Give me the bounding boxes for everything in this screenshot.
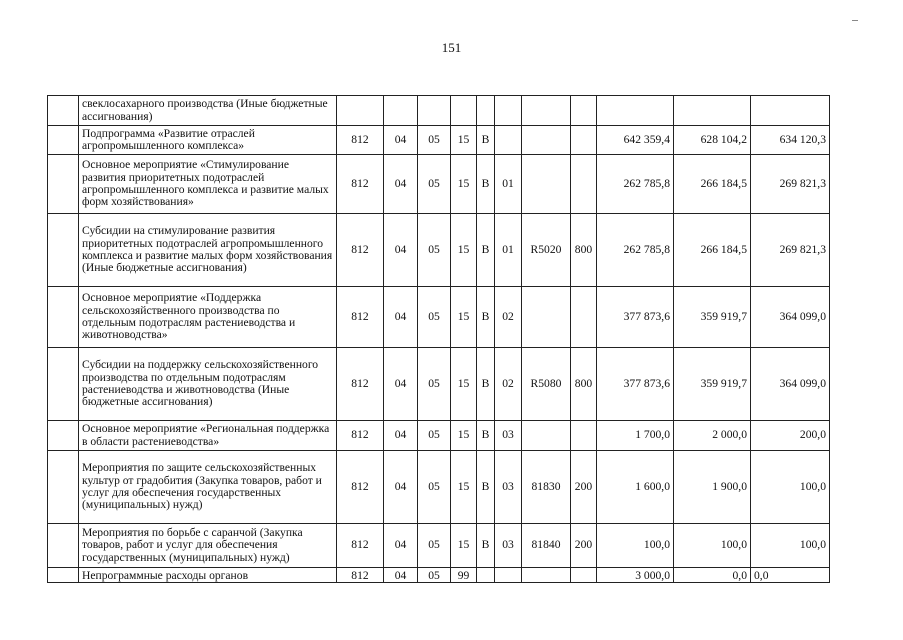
direction-code-cell — [522, 568, 571, 583]
direction-code-cell — [522, 126, 571, 155]
amount-2021-cell: 100,0 — [751, 524, 830, 568]
amount-2019-cell: 642 359,4 — [597, 126, 674, 155]
subsection-code-cell: 05 — [418, 348, 451, 421]
amount-2021-cell: 100,0 — [751, 451, 830, 524]
section-code-cell: 04 — [384, 524, 418, 568]
scan-mark — [852, 20, 858, 21]
event-code-cell: 02 — [495, 287, 522, 348]
amount-2019-cell: 3 000,0 — [597, 568, 674, 583]
expense-type-cell: 200 — [571, 451, 597, 524]
table-row — [48, 421, 830, 451]
program-code-cell: 15 — [451, 348, 477, 421]
section-code-cell: 04 — [384, 421, 418, 451]
section-code-cell: 04 — [384, 287, 418, 348]
expense-name-cell: Основное мероприятие «Стимулирование развития приоритетных подотраслей агропромышленного комплекса и развитие малых форм хозяйствования» — [79, 155, 337, 214]
expense-type-cell: 800 — [571, 214, 597, 287]
ministry-code-cell: 812 — [337, 287, 384, 348]
row-number-cell — [48, 524, 79, 568]
amount-2019-cell — [597, 96, 674, 126]
amount-2019-cell: 377 873,6 — [597, 287, 674, 348]
amount-2020-cell: 359 919,7 — [674, 287, 751, 348]
expense-type-cell — [571, 155, 597, 214]
direction-code-cell: R5080 — [522, 348, 571, 421]
budget-table — [47, 95, 830, 583]
direction-code-cell: 81840 — [522, 524, 571, 568]
expense-name-cell: Мероприятия по защите сельскохозяйственных культур от градобития (Закупка товаров, работ и услуг для обеспечения государственных (муниципальных) нужд) — [79, 451, 337, 524]
expense-name-cell: Подпрограмма «Развитие отраслей агропромышленного комплекса» — [79, 126, 337, 155]
amount-2021-cell: 269 821,3 — [751, 155, 830, 214]
amount-2020-cell: 266 184,5 — [674, 155, 751, 214]
expense-name-cell: Основное мероприятие «Поддержка сельскохозяйственного производства по отдельным подотраслям растениеводства и животноводства» — [79, 287, 337, 348]
ministry-code-cell: 812 — [337, 348, 384, 421]
table-row — [48, 568, 830, 583]
expense-name-cell: свеклосахарного производства (Иные бюджетные ассигнования) — [79, 96, 337, 126]
expense-type-cell: 800 — [571, 348, 597, 421]
program-code-cell: 15 — [451, 155, 477, 214]
subsection-code-cell: 05 — [418, 155, 451, 214]
ministry-code-cell: 812 — [337, 155, 384, 214]
row-number-cell — [48, 96, 79, 126]
table-row — [48, 96, 830, 126]
program-code-cell: 15 — [451, 287, 477, 348]
subsection-code-cell: 05 — [418, 126, 451, 155]
ministry-code-cell: 812 — [337, 421, 384, 451]
amount-2020-cell: 266 184,5 — [674, 214, 751, 287]
direction-code-cell — [522, 421, 571, 451]
subprogram-code-cell — [477, 568, 495, 583]
event-code-cell: 01 — [495, 155, 522, 214]
section-code-cell: 04 — [384, 348, 418, 421]
subprogram-code-cell: В — [477, 155, 495, 214]
table-row — [48, 451, 830, 524]
subsection-code-cell: 05 — [418, 214, 451, 287]
row-number-cell — [48, 451, 79, 524]
amount-2019-cell: 1 600,0 — [597, 451, 674, 524]
ministry-code-cell: 812 — [337, 214, 384, 287]
expense-type-cell — [571, 126, 597, 155]
expense-type-cell — [571, 421, 597, 451]
amount-2020-cell: 359 919,7 — [674, 348, 751, 421]
row-number-cell — [48, 568, 79, 583]
amount-2020-cell: 1 900,0 — [674, 451, 751, 524]
section-code-cell: 04 — [384, 126, 418, 155]
amount-2020-cell: 100,0 — [674, 524, 751, 568]
section-code-cell: 04 — [384, 451, 418, 524]
table-row — [48, 287, 830, 348]
event-code-cell: 03 — [495, 451, 522, 524]
event-code-cell: 02 — [495, 348, 522, 421]
subprogram-code-cell: В — [477, 214, 495, 287]
ministry-code-cell: 812 — [337, 568, 384, 583]
direction-code-cell — [522, 96, 571, 126]
subprogram-code-cell: В — [477, 126, 495, 155]
page-number: 151 — [441, 40, 462, 55]
expense-name-cell: Мероприятия по борьбе с саранчой (Закупка товаров, работ и услуг для обеспечения государственных (муниципальных) нужд) — [79, 524, 337, 568]
subprogram-code-cell: В — [477, 348, 495, 421]
row-number-cell — [48, 287, 79, 348]
subprogram-code-cell — [477, 96, 495, 126]
subprogram-code-cell: В — [477, 421, 495, 451]
subsection-code-cell: 05 — [418, 568, 451, 583]
amount-2021-cell: 269 821,3 — [751, 214, 830, 287]
program-code-cell — [451, 96, 477, 126]
expense-type-cell — [571, 568, 597, 583]
ministry-code-cell: 812 — [337, 126, 384, 155]
table-row — [48, 524, 830, 568]
amount-2020-cell: 628 104,2 — [674, 126, 751, 155]
program-code-cell: 15 — [451, 524, 477, 568]
expense-type-cell: 200 — [571, 524, 597, 568]
ministry-code-cell: 812 — [337, 524, 384, 568]
event-code-cell — [495, 568, 522, 583]
event-code-cell — [495, 126, 522, 155]
amount-2021-cell: 0,0 — [751, 568, 830, 583]
section-code-cell: 04 — [384, 214, 418, 287]
direction-code-cell: R5020 — [522, 214, 571, 287]
section-code-cell — [384, 96, 418, 126]
event-code-cell: 03 — [495, 421, 522, 451]
ministry-code-cell: 812 — [337, 451, 384, 524]
row-number-cell — [48, 214, 79, 287]
row-number-cell — [48, 155, 79, 214]
amount-2020-cell: 0,0 — [674, 568, 751, 583]
table-row — [48, 214, 830, 287]
row-number-cell — [48, 421, 79, 451]
table-row — [48, 155, 830, 214]
subprogram-code-cell: В — [477, 451, 495, 524]
subsection-code-cell: 05 — [418, 451, 451, 524]
direction-code-cell — [522, 155, 571, 214]
subprogram-code-cell: В — [477, 287, 495, 348]
amount-2021-cell: 364 099,0 — [751, 348, 830, 421]
event-code-cell: 01 — [495, 214, 522, 287]
expense-name-cell: Основное мероприятие «Региональная поддержка в области растениеводства» — [79, 421, 337, 451]
amount-2019-cell: 100,0 — [597, 524, 674, 568]
amount-2021-cell: 200,0 — [751, 421, 830, 451]
expense-name-cell: Субсидии на стимулирование развития приоритетных подотраслей агропромышленного комплекса и развитие малых форм хозяйствования (Иные бюджетные ассигнования) — [79, 214, 337, 287]
direction-code-cell — [522, 287, 571, 348]
expense-name-cell: Субсидии на поддержку сельскохозяйственного производства по отдельным подотраслям растениеводства и животноводства (Иные бюджетные ассигнования) — [79, 348, 337, 421]
amount-2021-cell: 634 120,3 — [751, 126, 830, 155]
amount-2020-cell — [674, 96, 751, 126]
section-code-cell: 04 — [384, 568, 418, 583]
event-code-cell: 03 — [495, 524, 522, 568]
program-code-cell: 15 — [451, 126, 477, 155]
event-code-cell — [495, 96, 522, 126]
section-code-cell: 04 — [384, 155, 418, 214]
row-number-cell — [48, 348, 79, 421]
row-number-cell — [48, 126, 79, 155]
direction-code-cell: 81830 — [522, 451, 571, 524]
expense-name-cell: Непрограммные расходы органов — [79, 568, 337, 583]
ministry-code-cell — [337, 96, 384, 126]
program-code-cell: 99 — [451, 568, 477, 583]
table-row — [48, 126, 830, 155]
subsection-code-cell: 05 — [418, 421, 451, 451]
subsection-code-cell: 05 — [418, 287, 451, 348]
amount-2021-cell — [751, 96, 830, 126]
expense-type-cell — [571, 96, 597, 126]
amount-2020-cell: 2 000,0 — [674, 421, 751, 451]
table-row — [48, 348, 830, 421]
program-code-cell: 15 — [451, 421, 477, 451]
subsection-code-cell — [418, 96, 451, 126]
amount-2019-cell: 262 785,8 — [597, 155, 674, 214]
program-code-cell: 15 — [451, 214, 477, 287]
subsection-code-cell: 05 — [418, 524, 451, 568]
program-code-cell: 15 — [451, 451, 477, 524]
amount-2019-cell: 262 785,8 — [597, 214, 674, 287]
amount-2019-cell: 1 700,0 — [597, 421, 674, 451]
amount-2021-cell: 364 099,0 — [751, 287, 830, 348]
subprogram-code-cell: В — [477, 524, 495, 568]
amount-2019-cell: 377 873,6 — [597, 348, 674, 421]
expense-type-cell — [571, 287, 597, 348]
